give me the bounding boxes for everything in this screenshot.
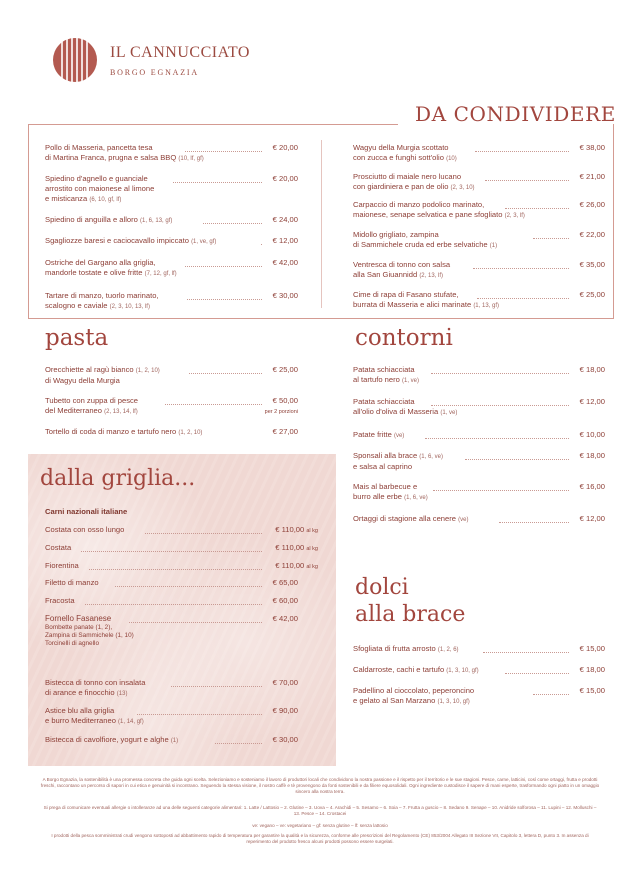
section-title-pasta: pasta [45,325,109,351]
menu-item: Ortaggi di stagione alla cenere (ve) € 12,00 [353,514,605,523]
section-title-griglia: dalla griglia... [40,466,196,491]
menu-item: Orecchiette al ragù bianco (1, 2, 10) di Wagyu della Murgia € 25,00 [45,365,298,385]
menu-item: Sgagliozze baresi e caciocavallo impiccato (1, ve, gf) € 12,00 [45,236,298,245]
menu-item: Wagyu della Murgia scottato con zucca e funghi sott'olio (10) € 38,00 [353,143,605,162]
share-divider [321,140,322,308]
section-title-dolci [355,574,465,628]
menu-item: Sponsali alla brace (1, 6, ve) e salsa al caprino € 18,00 [353,451,605,471]
menu-item: Pollo di Masseria, pancetta tesa di Martina Franca, prugna e salsa BBQ (10, lf, gf) € 20,00 [45,143,298,162]
menu-item: Fiorentina € 110,00 al kg [45,561,318,570]
cannucciato-logo [52,37,98,83]
grill-subhead: Carni nazionali italiane [45,507,128,516]
menu-item: Bistecca di tonno con insalata di arance e finocchio (13) € 70,00 [45,678,298,697]
section-title-share: DA CONDIVIDERE [414,102,616,126]
brand-subtitle: BORGO EGNAZIA [110,68,199,77]
menu-item: Astice blu alla griglia e burro Mediterraneo (1, 14, gf) € 90,00 [45,706,298,725]
menu-item: Patata schiacciata all'olio d'oliva di Masseria (1, ve) € 12,00 [353,397,605,416]
menu-item: Cime di rapa di Fasano stufate, burrata di Masseria e alici marinate (1, 13, gf) € 25,00 [353,290,605,309]
menu-item: Fracosta € 60,00 [45,596,298,605]
menu-item: Prosciutto di maiale nero lucano con giardiniera e pan de olio (2, 3, 10) € 21,00 [353,172,605,191]
menu-item: Filetto di manzo € 65,00 [45,578,298,587]
footer-regulation: I prodotti della pesca somministrati crudi vengono sottoposti ad abbattimento rapido di temperatura per garantire la qualità e la sicurezza, conforme alle prescrizioni del Regolamento (CE) 853/2004 Allegato III Sezione VII, Capitolo 3, lettera D, punto 3. In assenza di reperimento del prodotto fresco alcuni prodotti possono essere surgelati. [51,833,589,844]
menu-item: Spiedino di anguilla e alloro (1, 6, 13, gf) € 24,00 [45,215,298,224]
menu-item: Costata con osso lungo € 110,00 al kg [45,525,318,534]
menu-item: Carpaccio di manzo podolico marinato, maionese, senape selvatica e pane sfogliato (2, 3, lf) € 26,00 [353,200,605,219]
menu-item: Ventresca di tonno con salsa alla San Giuannidd (2, 13, lf) € 35,00 [353,260,605,279]
menu-item: Tubetto con zuppa di pesce del Mediterraneo (2, 13, 14, lf) € 50,00 per 2 porzioni [45,396,298,415]
footer-allergens: Si prega di comunicare eventuali allergie o intolleranze ad una delle seguenti categorie alimentari: 1. Latte / Lattosio – 2. Glutine – 3. Uova – 4. Arachidi – 5. Sesamo – 6. Soia – 7. Frutta a guscio – 8. Sedano 9. Senape – 10. Anidride solforosa – 11. Lupini – 12. Molluschi – 13. Pesce – 14. Crostacei [43,805,597,816]
menu-item: Tortello di coda di manzo e tartufo nero (1, 2, 10) € 27,00 [45,427,298,436]
menu-item: Patate fritte (ve) € 10,00 [353,430,605,439]
section-title-contorni: contorni [355,325,453,351]
menu-item: Caldarroste, cachi e tartufo (1, 3, 10, gf) € 18,00 [353,665,605,674]
footer-legend: ve: vegano – ve: vegetariano – gf: senza glutine – lf: senza lattosio [252,823,388,828]
menu-item: Sfogliata di frutta arrosto (1, 2, 6) € 15,00 [353,644,605,653]
menu-item: Bistecca di cavolfiore, yogurt e alghe (1) € 30,00 [45,735,298,744]
menu-item: Costata € 110,00 al kg [45,543,318,552]
dolci-title-line-2: alla brace [355,602,466,627]
menu-item: Spiedino d'agnello e guanciale arrostito con maionese al limone e misticanza (6, 10, gf, lf) € 20,00 [45,174,298,203]
menu-item: Tartare di manzo, tuorlo marinato, scalogno e caviale (2, 3, 10, 13, lf) € 30,00 [45,291,298,310]
menu-item: Patata schiacciata al tartufo nero (1, ve) € 18,00 [353,365,605,384]
menu-item: Padellino al cioccolato, peperoncino e gelato al San Marzano (1, 3, 10, gf) € 15,00 [353,686,605,705]
menu-item: Ostriche del Gargano alla griglia, mandorle tostate e olive fritte (7, 12, gf, lf) € 42,00 [45,258,298,277]
menu-item: Midollo grigliato, zampina di Sammichele cruda ed erbe selvatiche (1) € 22,00 [353,230,605,249]
menu-item: Mais al barbecue e burro alle erbe (1, 6, ve) € 16,00 [353,482,605,501]
dolci-title-line-1: dolci [355,575,409,600]
brand-name: IL CANNUCCIATO [110,44,250,61]
share-box-topline [28,124,398,125]
footer-sustainability: A Borgo Egnazia, la sostenibilità è una promessa concreta che guida ogni scelta. Selezioniamo e sosteniamo il lavoro di produttori locali che condividono la nostra passione e il rispetto per il territorio e le sue stagioni. Pesce, carne, latticini, così come ortaggi, frutta e prodotti freschi, raccontano un percorso di sapori in cui etica e genuinità si incontrano. Seguendo la stessa visione, il nostro caffè e tè provengono da fonti sostenibili e da filiere equosolidali. Ogni ingrediente custodisce il sapere di mani esperte, trasformando ogni piatto in un omaggio sincero alla nostra terra. [40,777,600,794]
menu-item-fornello: Fornello Fasanese Bombette panate (1, 2), Zampina di Sammichele (1, 10) Torcinelli di agnello € 42,00 [45,614,298,647]
